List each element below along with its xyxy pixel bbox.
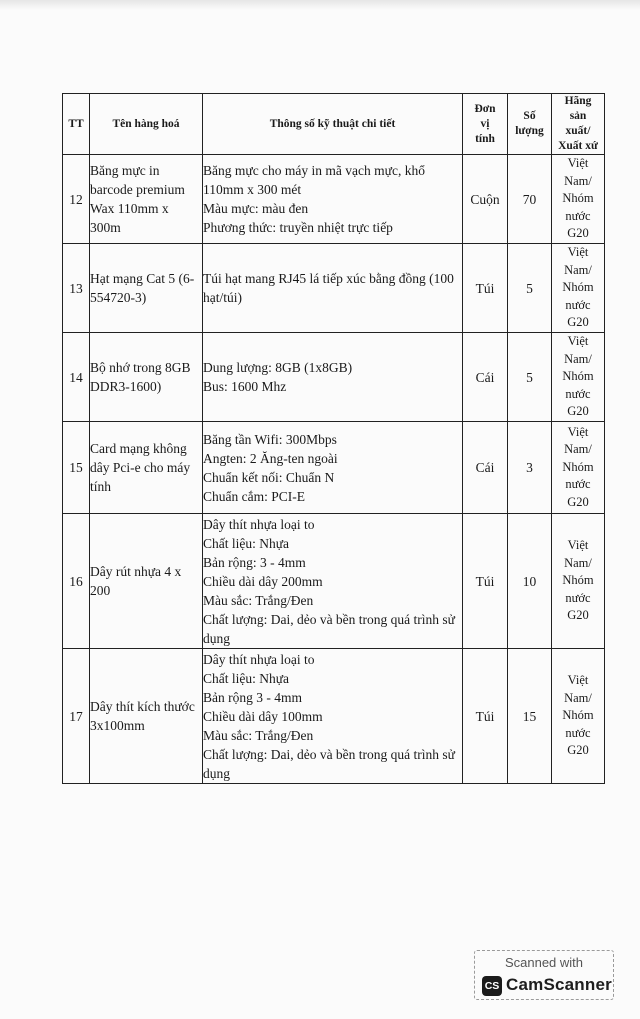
origin-line: Nhóm (562, 708, 594, 723)
name-line: Dây rút nhựa 4 x (90, 564, 182, 579)
row-qty: 5 (508, 244, 552, 333)
origin-line: Việt (567, 334, 589, 349)
row-qty: 3 (508, 422, 552, 514)
spec-line: Chất lượng: Dai, dẻo và bền trong quá trình sử (203, 746, 455, 762)
header-origin-line: Xuất xứ (558, 140, 598, 152)
row-name (90, 422, 203, 514)
origin-line: Việt (567, 245, 589, 260)
spec-line: dụng (203, 765, 230, 781)
origin-line: Nam/ (564, 690, 592, 705)
header-unit (463, 94, 508, 155)
origin-line: nước (565, 297, 591, 312)
name-line: dây Pci-e cho máy (90, 460, 191, 475)
table-row (63, 244, 605, 333)
origin-line: G20 (567, 226, 589, 241)
origin-line: Việt (567, 156, 589, 171)
header-unit-line: tính (475, 132, 495, 145)
header-qty-line: lượng (515, 125, 544, 137)
header-origin-line: sản (569, 110, 587, 122)
row-origin (552, 422, 605, 514)
origin-line: Việt (567, 538, 589, 553)
watermark-caption: Scanned with (504, 955, 584, 970)
origin-line: Nam/ (564, 555, 592, 570)
spec-line: Bản rộng 3 - 4mm (203, 689, 302, 705)
name-line: Hạt mạng Cat 5 (6- (90, 271, 195, 286)
name-line: Dây thít kích thước (90, 699, 195, 714)
row-unit: Túi (463, 649, 508, 784)
row-spec (203, 514, 463, 649)
name-line: Băng mực in (90, 163, 160, 178)
header-spec: Thông số kỹ thuật chi tiết (203, 94, 463, 155)
spec-line: Chuẩn cắm: PCI-E (203, 488, 305, 504)
header-name: Tên hàng hoá (90, 94, 203, 155)
origin-line: G20 (567, 494, 589, 509)
origin-line: Nhóm (562, 369, 594, 384)
row-origin (552, 333, 605, 422)
spec-line: Băng tần Wifi: 300Mbps (203, 431, 337, 447)
origin-line: G20 (567, 404, 589, 419)
name-line: DDR3-1600) (90, 379, 162, 394)
spec-line: dụng (203, 630, 230, 646)
table-row (63, 514, 605, 649)
row-unit: Cái (463, 422, 508, 514)
spec-line: Dây thít nhựa loại to (203, 651, 315, 667)
row-name (90, 333, 203, 422)
spec-line: Phương thức: truyền nhiệt trực tiếp (203, 220, 393, 235)
row-tt: 16 (63, 514, 90, 649)
spec-line: Màu sắc: Trắng/Đen (203, 727, 314, 743)
header-origin (552, 94, 605, 155)
header-row (63, 94, 605, 155)
camscanner-logo-icon: CS (482, 976, 502, 996)
origin-line: G20 (567, 608, 589, 623)
origin-line: G20 (567, 315, 589, 330)
row-spec (203, 649, 463, 784)
row-spec (203, 333, 463, 422)
row-unit: Túi (463, 244, 508, 333)
table-row (63, 155, 605, 244)
spec-line: Chiều dài dây 200mm (203, 573, 323, 589)
scan-top-edge (0, 0, 640, 10)
row-tt: 14 (63, 333, 90, 422)
row-tt: 15 (63, 422, 90, 514)
origin-line: nước (565, 477, 591, 492)
origin-line: Nhóm (562, 459, 594, 474)
origin-line: nước (565, 590, 591, 605)
spec-table (62, 93, 605, 784)
origin-line: Nam/ (564, 173, 592, 188)
row-unit: Cuộn (463, 155, 508, 244)
spec-line: Màu sắc: Trắng/Đen (203, 592, 314, 608)
name-line: Card mạng không (90, 441, 187, 456)
spec-line: Dung lượng: 8GB (1x8GB) (203, 360, 353, 375)
origin-line: Nam/ (564, 442, 592, 457)
origin-line: Nam/ (564, 351, 592, 366)
row-origin (552, 514, 605, 649)
origin-line: G20 (567, 743, 589, 758)
table-row (63, 649, 605, 784)
name-line: tính (90, 479, 112, 494)
spec-line: Màu mực: màu đen (203, 201, 309, 216)
table-row (63, 422, 605, 514)
row-name (90, 244, 203, 333)
row-tt: 12 (63, 155, 90, 244)
name-line: 554720-3) (90, 290, 147, 305)
camscanner-watermark (474, 950, 614, 1000)
spec-line: Chất liệu: Nhựa (203, 670, 290, 686)
origin-line: Nam/ (564, 262, 592, 277)
header-unit-line: vị (480, 117, 490, 130)
name-line: 200 (90, 583, 111, 598)
row-unit: Cái (463, 333, 508, 422)
header-qty (508, 94, 552, 155)
row-name (90, 649, 203, 784)
row-name (90, 514, 203, 649)
row-origin (552, 155, 605, 244)
row-origin (552, 244, 605, 333)
row-qty: 15 (508, 649, 552, 784)
row-qty: 10 (508, 514, 552, 649)
spec-line: Bản rộng: 3 - 4mm (203, 554, 306, 570)
origin-line: nước (565, 208, 591, 223)
row-tt: 13 (63, 244, 90, 333)
row-unit: Túi (463, 514, 508, 649)
row-qty: 5 (508, 333, 552, 422)
spec-line: Túi hạt mang RJ45 lá tiếp xúc bằng đồng (100 (203, 271, 454, 286)
spec-line: Băng mực cho máy in mã vạch mực, khổ (203, 163, 425, 178)
row-tt: 17 (63, 649, 90, 784)
spec-line: 110mm x 300 mét (203, 182, 302, 197)
row-spec (203, 244, 463, 333)
header-origin-line: xuất/ (565, 125, 591, 137)
spec-line: Chất liệu: Nhựa (203, 535, 290, 551)
name-line: 3x100mm (90, 718, 145, 733)
header-origin-line: Hãng (564, 95, 592, 107)
name-line: 300m (90, 220, 121, 235)
spec-line: Chiều dài dây 100mm (203, 708, 323, 724)
watermark-brand: CamScanner (506, 975, 612, 994)
header-qty-line: Số (523, 110, 536, 122)
origin-line: Nhóm (562, 573, 594, 588)
header-tt: TT (63, 94, 90, 155)
table-row (63, 333, 605, 422)
spec-line: Dây thít nhựa loại to (203, 516, 315, 532)
spec-line: Chuẩn kết nối: Chuẩn N (203, 469, 335, 485)
row-spec (203, 422, 463, 514)
name-line: Wax 110mm x (90, 201, 169, 216)
row-spec (203, 155, 463, 244)
spec-line: Chất lượng: Dai, dẻo và bền trong quá trình sử (203, 611, 455, 627)
header-unit-line: Đơn (474, 102, 496, 115)
origin-line: Nhóm (562, 280, 594, 295)
name-line: barcode premium (90, 182, 185, 197)
row-origin (552, 649, 605, 784)
spec-line: hạt/túi) (203, 290, 242, 305)
row-qty: 70 (508, 155, 552, 244)
origin-line: Việt (567, 424, 589, 439)
origin-line: Nhóm (562, 191, 594, 206)
name-line: Bộ nhớ trong 8GB (90, 360, 191, 375)
origin-line: nước (565, 725, 591, 740)
spec-line: Bus: 1600 Mhz (203, 379, 287, 394)
origin-line: Việt (567, 673, 589, 688)
row-name (90, 155, 203, 244)
origin-line: nước (565, 386, 591, 401)
spec-line: Angten: 2 Ăng-ten ngoài (203, 450, 338, 466)
